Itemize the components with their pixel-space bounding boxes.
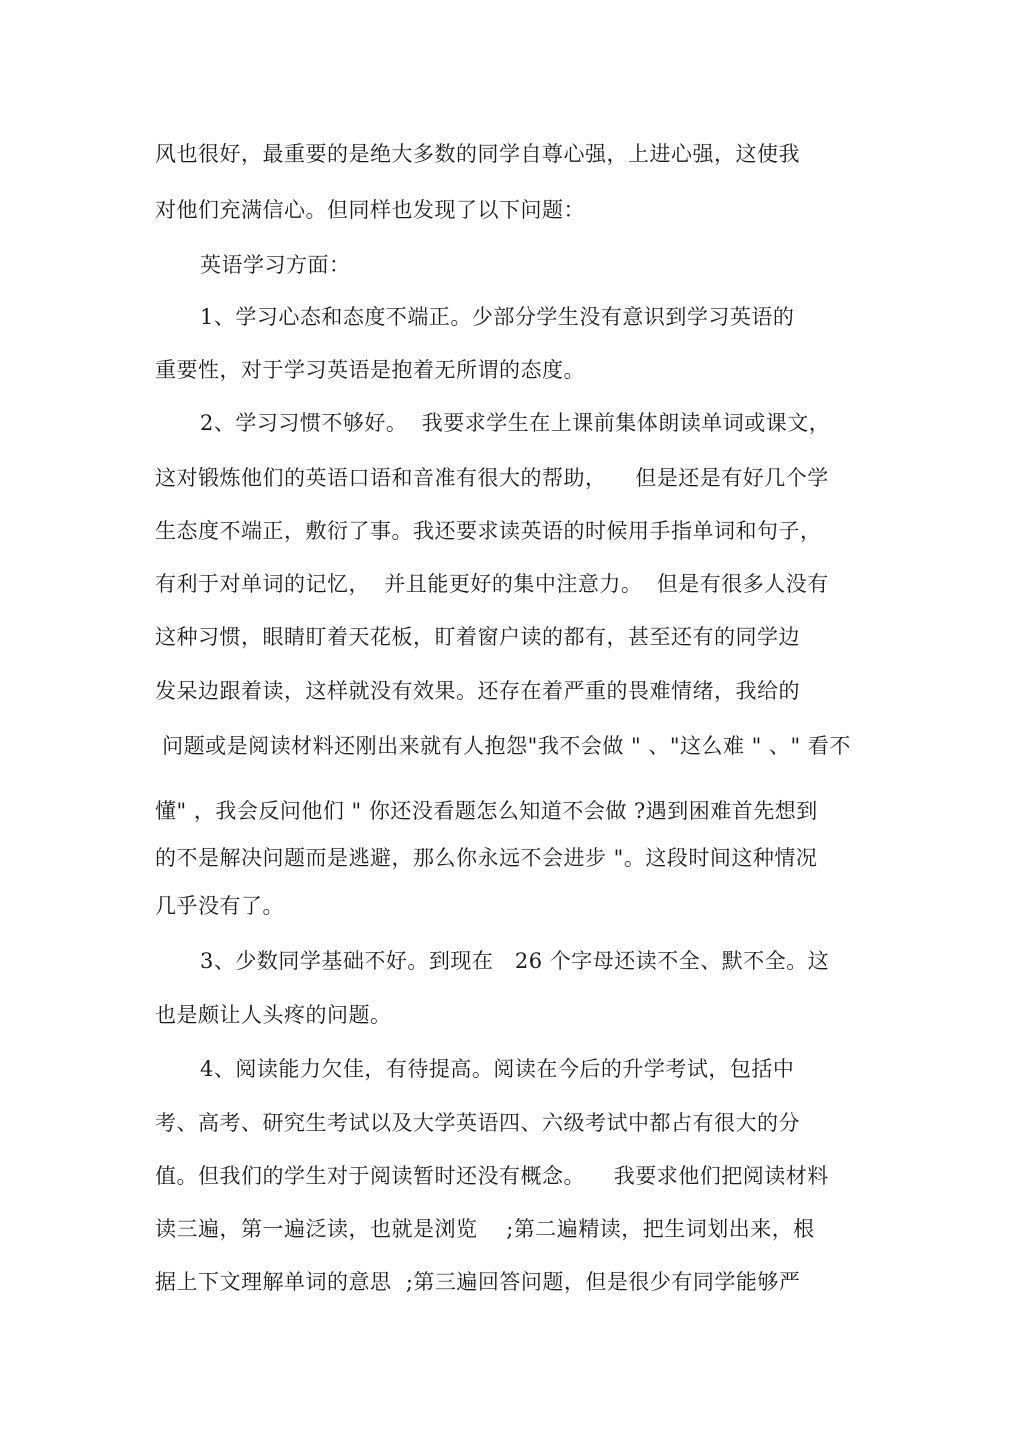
text-line: 这种习惯，眼睛盯着天花板，盯着窗户读的都有，甚至还有的同学边 bbox=[155, 625, 800, 649]
text-line: 1、学习心态和态度不端正。少部分学生没有意识到学习英语的 bbox=[200, 305, 795, 329]
text-line: 这对锻炼他们的英语口语和音准有很大的帮助， 但是还是有好几个学 bbox=[155, 466, 829, 490]
text-line: 对他们充满信心。但同样也发现了以下问题： bbox=[155, 198, 585, 222]
text-line: 问题或是阅读材料还刚出来就有人抱怨"我不会做 " 、"这么难 " 、" 看不 bbox=[155, 734, 851, 758]
text-line: 2、学习习惯不够好。 我要求学生在上课前集体朗读单词或课文， bbox=[200, 411, 831, 435]
text-line: 发呆边跟着读，这样就没有效果。还存在着严重的畏难情绪，我给的 bbox=[155, 679, 800, 703]
text-line: 3、少数同学基础不好。到现在 26 个字母还读不全、默不全。这 bbox=[200, 949, 830, 973]
text-line: 重要性，对于学习英语是抱着无所谓的态度。 bbox=[155, 358, 585, 382]
text-line: 风也很好，最重要的是绝大多数的同学自尊心强，上进心强，这使我 bbox=[155, 142, 800, 166]
text-line: 也是颇让人头疼的问题。 bbox=[155, 1003, 392, 1027]
text-line: 懂" ，我会反问他们 " 你还没看题怎么知道不会做 ?遇到困难首先想到 bbox=[155, 799, 818, 823]
text-line: 生态度不端正，敷衍了事。我还要求读英语的时候用手指单词和句子， bbox=[155, 519, 822, 543]
text-line: 读三遍，第一遍泛读，也就是浏览 ;第二遍精读，把生词划出来，根 bbox=[155, 1217, 815, 1241]
text-line: 几乎没有了。 bbox=[155, 894, 284, 918]
text-line: 4、阅读能力欠佳，有待提高。阅读在今后的升学考试，包括中 bbox=[200, 1057, 795, 1081]
section-heading: 英语学习方面： bbox=[200, 253, 351, 277]
text-line: 据上下文理解单词的意思 ;第三遍回答问题，但是很少有同学能够严 bbox=[155, 1270, 801, 1294]
text-line: 有利于对单词的记忆， 并且能更好的集中注意力。 但是有很多人没有 bbox=[155, 572, 829, 596]
text-line: 值。但我们的学生对于阅读暂时还没有概念。 我要求他们把阅读材料 bbox=[155, 1164, 829, 1188]
text-line: 的不是解决问题而是逃避，那么你永远不会进步 "。这段时间这种情况 bbox=[155, 846, 818, 870]
text-line: 考、高考、研究生考试以及大学英语四、六级考试中都占有很大的分 bbox=[155, 1111, 800, 1135]
